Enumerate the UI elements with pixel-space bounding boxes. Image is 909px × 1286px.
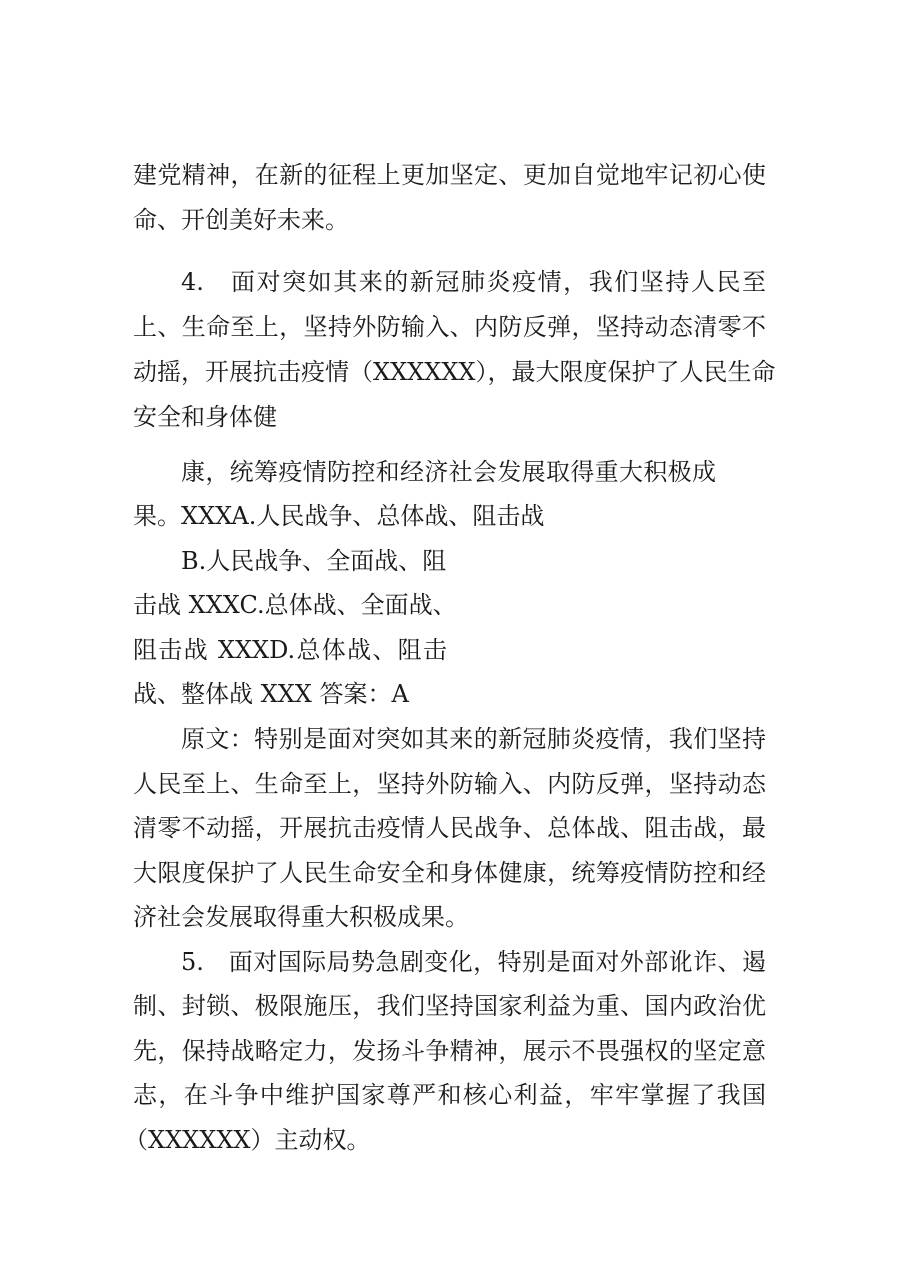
text-line: 志，在斗争中维护国家尊严和核心利益，牢牢掌握了我国 [133,1081,766,1109]
text-line: 先，保持战略定力，发扬斗争精神，展示不畏强权的坚定意 [133,1037,766,1065]
text-line: 动摇，开展抗击疫情（XXXXXX），最大限度保护了人民生命 [133,358,776,386]
text-line: 安全和身体健 [133,403,277,431]
option-b-line: B.人民战争、全面战、阻 [181,547,447,575]
question-4-line: 4. 面对突如其来的新冠肺炎疫情，我们坚持人民至 [181,268,766,296]
text-line: 命、开创美好未来。 [133,206,349,234]
text-line: 康，统筹疫情防控和经济社会发展取得重大积极成 [181,458,716,486]
text-line: 大限度保护了人民生命安全和身体健康，统筹疫情防控和经 [133,859,766,887]
option-a-line: 果。XXXA.人民战争、总体战、阻击战 [133,502,545,530]
text-line: 上、生命至上，坚持外防输入、内防反弹，坚持动态清零不 [133,313,766,341]
answer-line: 战、整体战 XXX 答案：A [133,680,409,708]
text-line: 建党精神，在新的征程上更加坚定、更加自觉地牢记初心使 [133,161,766,189]
text-line: （XXXXXX）主动权。 [124,1126,371,1154]
option-c-line: 击战 XXXC.总体战、全面战、 [133,591,457,619]
text-line: 清零不动摇，开展抗击疫情人民战争、总体战、阻击战，最 [133,814,766,842]
text-line: 济社会发展取得重大积极成果。 [133,903,469,931]
text-line: 人民至上、生命至上，坚持外防输入、内防反弹，坚持动态 [133,770,766,798]
question-5-line: 5. 面对国际局势急剧变化，特别是面对外部讹诈、遏 [181,948,766,976]
text-line: 制、封锁、极限施压，我们坚持国家利益为重、国内政治优 [133,992,766,1020]
option-d-line: 阻击战 XXXD.总体战、阻击 [133,636,447,664]
source-text-line: 原文：特别是面对突如其来的新冠肺炎疫情，我们坚持 [181,725,766,753]
